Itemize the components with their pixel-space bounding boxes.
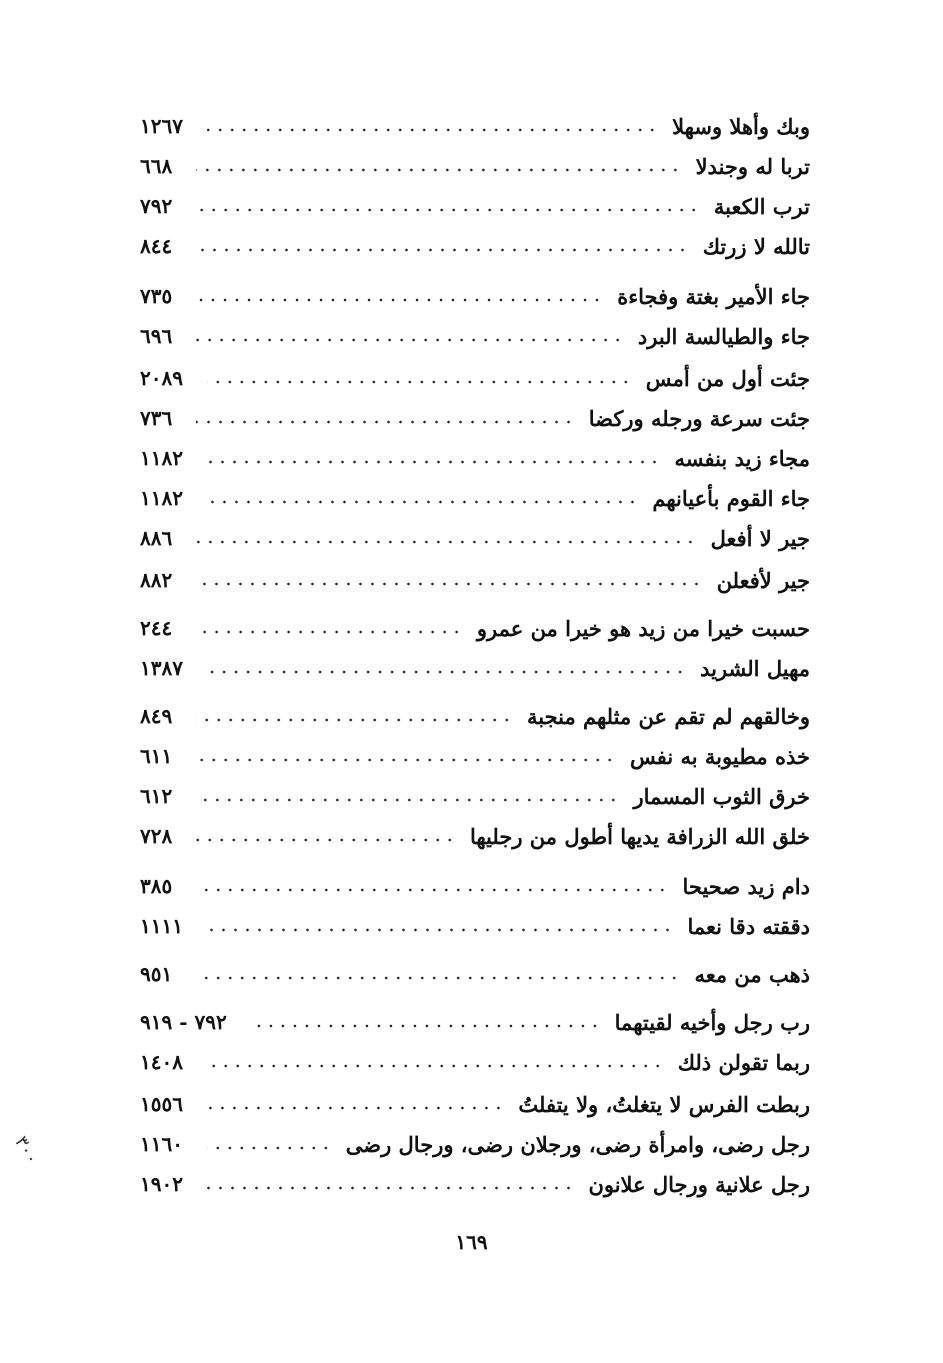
entry-page-reference: ١١٦٠ bbox=[140, 1132, 183, 1156]
entry-phrase: جاء والطيالسة البرد bbox=[637, 323, 810, 349]
index-entry bbox=[140, 148, 810, 184]
entry-page-reference: ١١٨٢ bbox=[140, 486, 183, 510]
entry-phrase: جاء الأمير بغتة وفجاءة bbox=[617, 283, 810, 309]
index-entry bbox=[140, 480, 810, 516]
entry-phrase: ربطت الفرس لا يتغلتُ، ولا يتفلتُ bbox=[518, 1091, 810, 1117]
dot-leader bbox=[196, 247, 688, 253]
entry-page-reference: ٨٨٦ bbox=[140, 526, 173, 550]
index-entry bbox=[140, 1166, 810, 1202]
dot-leader bbox=[196, 539, 696, 545]
entry-phrase: خذه مطيوبة به نفس bbox=[629, 743, 810, 769]
entry-page-reference: ٣٨٥ bbox=[140, 874, 173, 898]
index-entry bbox=[140, 318, 810, 354]
entry-phrase: ترب الكعبة bbox=[713, 193, 810, 219]
entry-phrase: دققته دقا نعما bbox=[687, 913, 810, 939]
dot-leader bbox=[207, 379, 632, 385]
entry-page-reference: ١٩٠٢ bbox=[140, 1172, 183, 1196]
entry-phrase: رجل رضى، وامرأة رضى، ورجلان رضى، ورجال رضى bbox=[345, 1131, 810, 1157]
entry-phrase: مجاء زيد بنفسه bbox=[674, 445, 810, 471]
dot-leader bbox=[196, 337, 624, 343]
index-entry bbox=[140, 188, 810, 224]
entry-page-reference: ٦١١ bbox=[140, 744, 173, 768]
dot-leader bbox=[207, 1063, 664, 1069]
dot-leader bbox=[196, 581, 702, 587]
dot-leader bbox=[196, 975, 680, 981]
index-entry bbox=[140, 440, 810, 476]
entry-page-reference: ٨٨٢ bbox=[140, 568, 173, 592]
index-entry bbox=[140, 562, 810, 598]
entry-phrase: جاء القوم بأعيانهم bbox=[652, 485, 810, 511]
entry-phrase: ذهب من معه bbox=[694, 961, 810, 987]
index-entry bbox=[140, 738, 810, 774]
entry-page-reference: ٦١٢ bbox=[140, 784, 173, 808]
index-entry bbox=[140, 1044, 810, 1080]
entry-phrase: مهيل الشريد bbox=[700, 655, 810, 681]
dot-leader bbox=[196, 297, 603, 303]
page-number: ١٦٩ bbox=[455, 1230, 488, 1254]
dot-leader bbox=[207, 1145, 332, 1151]
entry-page-reference: ١٥٥٦ bbox=[140, 1092, 183, 1116]
entry-page-reference: ٩٥١ bbox=[140, 962, 173, 986]
dot-leader bbox=[251, 1023, 601, 1029]
entry-phrase: تربا له وجندلا bbox=[695, 153, 810, 179]
index-entry bbox=[140, 360, 810, 396]
index-entry bbox=[140, 650, 810, 686]
entry-page-reference: ٧٩٢ bbox=[140, 194, 173, 218]
dot-leader bbox=[196, 629, 463, 635]
entry-phrase: دام زيد صحيحا bbox=[682, 873, 810, 899]
entry-page-reference: ٨٤٩ bbox=[140, 704, 173, 728]
entry-page-reference: ٧٩٢ - ٩١٩ bbox=[140, 1010, 227, 1034]
dot-leader bbox=[196, 207, 700, 213]
entry-page-reference: ٦٦٨ bbox=[140, 154, 173, 178]
entry-page-reference: ١١١١ bbox=[140, 914, 183, 938]
dot-leader bbox=[196, 887, 668, 893]
entry-page-reference: ١٤٠٨ bbox=[140, 1050, 183, 1074]
entry-phrase: خلق الله الزرافة يديها أطول من رجليها bbox=[469, 823, 810, 849]
dot-leader bbox=[196, 419, 575, 425]
entry-phrase: رب رجل وأخيه لقيتهما bbox=[614, 1009, 810, 1035]
entry-phrase: خرق الثوب المسمار bbox=[633, 783, 810, 809]
handwritten-margin-note: ٣٠٠ bbox=[10, 1132, 43, 1169]
index-entry bbox=[140, 520, 810, 556]
index-entry bbox=[140, 908, 810, 944]
dot-leader bbox=[196, 717, 513, 723]
entry-phrase: وبك وأهلا وسهلا bbox=[672, 113, 810, 139]
entry-phrase: جئت سرعة ورجله وركضا bbox=[588, 405, 810, 431]
index-entry bbox=[140, 698, 810, 734]
index-entry bbox=[140, 1004, 810, 1040]
entry-phrase: جير لأفعلن bbox=[716, 567, 810, 593]
dot-leader bbox=[207, 499, 638, 505]
entry-phrase: وخالقهم لم تقم عن مثلهم منجبة bbox=[526, 703, 810, 729]
dot-leader bbox=[196, 837, 456, 843]
dot-leader bbox=[196, 797, 619, 803]
entry-phrase: جير لا أفعل bbox=[710, 525, 810, 551]
index-entry bbox=[140, 610, 810, 646]
entry-phrase: حسبت خيرا من زيد هو خيرا من عمرو bbox=[476, 615, 810, 641]
entry-page-reference: ١٢٦٧ bbox=[140, 114, 183, 138]
entry-page-reference: ٢٠٨٩ bbox=[140, 366, 183, 390]
dot-leader bbox=[207, 127, 658, 133]
entry-phrase: تالله لا زرتك bbox=[702, 233, 810, 259]
dot-leader bbox=[207, 927, 673, 933]
index-entry bbox=[140, 818, 810, 854]
entry-page-reference: ٨٤٤ bbox=[140, 234, 173, 258]
entry-phrase: رجل علانية ورجال علانون bbox=[588, 1171, 810, 1197]
entry-page-reference: ٦٩٦ bbox=[140, 324, 173, 348]
entry-phrase: جئت أول من أمس bbox=[645, 365, 810, 391]
index-entry bbox=[140, 278, 810, 314]
dot-leader bbox=[196, 167, 681, 173]
dot-leader bbox=[196, 757, 616, 763]
index-entry bbox=[140, 108, 810, 144]
index-entry bbox=[140, 228, 810, 264]
index-entry bbox=[140, 400, 810, 436]
index-entry bbox=[140, 1086, 810, 1122]
entry-page-reference: ٧٢٨ bbox=[140, 824, 173, 848]
entry-page-reference: ٢٤٤ bbox=[140, 616, 173, 640]
index-entry bbox=[140, 778, 810, 814]
entry-page-reference: ١٣٨٧ bbox=[140, 656, 183, 680]
entry-page-reference: ١١٨٢ bbox=[140, 446, 183, 470]
dot-leader bbox=[207, 1105, 504, 1111]
dot-leader bbox=[207, 1185, 574, 1191]
entry-phrase: ربما تقولن ذلك bbox=[677, 1049, 810, 1075]
dot-leader bbox=[207, 669, 686, 675]
index-entry bbox=[140, 956, 810, 992]
entry-page-reference: ٧٣٦ bbox=[140, 406, 173, 430]
index-entry bbox=[140, 868, 810, 904]
dot-leader bbox=[207, 459, 661, 465]
index-entry bbox=[140, 1126, 810, 1162]
entry-page-reference: ٧٣٥ bbox=[140, 284, 173, 308]
